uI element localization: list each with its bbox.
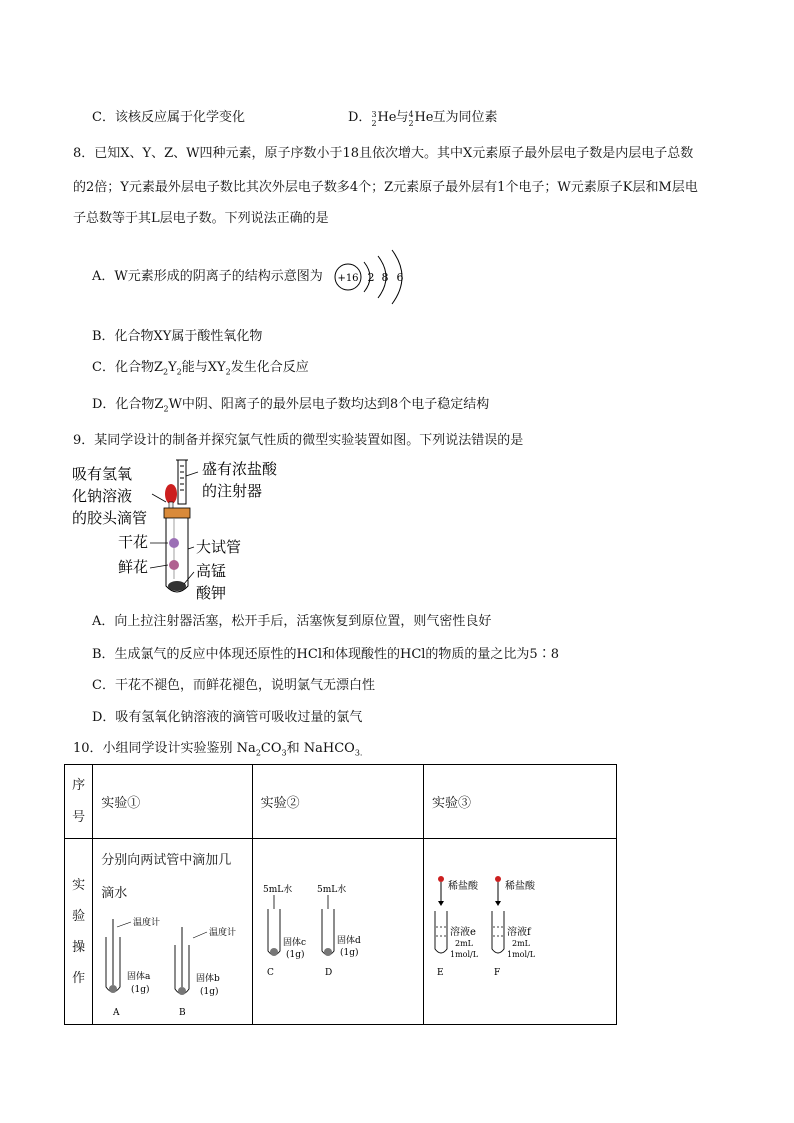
dropper-label-3: 的胶头滴管 <box>72 509 148 527</box>
nucleus-charge: +16 <box>337 273 359 284</box>
header-seq: 序 号 <box>65 765 93 839</box>
solid-b-mass: (1g) <box>200 987 219 997</box>
fresh-flower <box>169 560 179 570</box>
exp1-text-2: 滴水 <box>101 886 128 901</box>
solid-b <box>178 987 186 995</box>
solid-d <box>324 948 332 956</box>
sol-e-conc: 1mol/L <box>450 950 479 959</box>
q10-table <box>64 764 617 1025</box>
tag-b: B <box>179 1008 186 1018</box>
water-label-d: 5mL水 <box>316 885 346 895</box>
solid-a-mass: (1g) <box>131 985 150 995</box>
shell-count-2: 8 <box>381 271 389 284</box>
acid-label-e: 稀盐酸 <box>448 881 478 892</box>
tag-a: A <box>113 1008 120 1018</box>
solid-b-label: 固体b <box>196 974 220 984</box>
solid-d-label: 固体d <box>336 936 361 946</box>
thermo-label-a: 温度计 <box>133 918 161 928</box>
q9-option-a: A．向上拉注射器活塞，松开手后，活塞恢复到原位置，则气密性良好 <box>92 614 492 629</box>
shell-count-1: 2 <box>367 271 375 284</box>
shell-count-3: 6 <box>396 271 404 284</box>
q9-option-c: C．干花不褪色，而鲜花褪色，说明氯气无漂白性 <box>92 678 375 693</box>
sol-f-volume: 2mL <box>512 939 530 948</box>
syringe-label-2: 的注射器 <box>202 482 263 500</box>
q7-isotope-1: 3 2 He <box>371 109 397 128</box>
thermo-label-b: 温度计 <box>209 928 237 938</box>
exp1-text-1: 分别向两试管中滴加几 <box>101 853 232 868</box>
tag-e: E <box>437 968 444 978</box>
header-exp2: 实验② <box>252 765 423 839</box>
tag-f: F <box>494 968 501 978</box>
exp2-cell <box>252 839 423 1025</box>
kmno4-label-1: 高锰 <box>196 562 227 580</box>
q8-option-b: B．化合物XY属于酸性氧化物 <box>92 329 263 344</box>
q9-option-b: B．生成氯气的反应中体现还原性的HCl和体现酸性的HCl的物质的量之比为5∶8 <box>92 647 559 662</box>
q7-option-c: C．该核反应属于化学变化 <box>92 110 245 125</box>
dropper-label-1: 吸有氢氧 <box>72 465 133 483</box>
acid-label-f: 稀盐酸 <box>505 881 535 892</box>
solid-d-mass: (1g) <box>339 948 359 958</box>
dropper-label-2: 化钠溶液 <box>72 487 133 505</box>
exp3-cell <box>424 839 617 1025</box>
sol-f-label: 溶液f <box>507 927 531 938</box>
kmno4-solid <box>168 581 186 591</box>
header-exp1: 实验① <box>93 765 252 839</box>
syringe-label-1: 盛有浓盐酸 <box>202 460 278 478</box>
solid-c-label: 固体c <box>282 938 306 948</box>
exp2-figure <box>253 839 419 1020</box>
exp1-cell <box>93 839 252 1025</box>
tube-f <box>492 911 504 953</box>
tube-label: 大试管 <box>196 538 242 556</box>
q9-stem: 9．某同学设计的制备并探究氯气性质的微型实验装置如图。下列说法错误的是 <box>73 433 524 448</box>
tube-e <box>435 911 447 953</box>
q8-stem-line1: 8．已知X、Y、Z、W四种元素，原子序数小于18且依次增大。其中X元素原子最外层电子数是内层电子总数 <box>73 146 694 161</box>
kmno4-label-2: 酸钾 <box>196 584 227 602</box>
sol-e-volume: 2mL <box>455 939 473 948</box>
stopper <box>164 508 190 518</box>
tag-c: C <box>266 968 274 978</box>
q7-option-d: D． 3 2 He 与 4 2 He 互为同位素 <box>348 109 498 128</box>
dry-flower-label: 干花 <box>118 533 149 551</box>
solid-a <box>109 985 117 993</box>
water-label-c: 5mL水 <box>262 885 292 895</box>
q8-stem-line3: 子总数等于其L层电子数。下列说法正确的是 <box>73 211 329 226</box>
exp1-figure <box>93 905 247 1019</box>
q8-option-a: A．W元素形成的阴离子的结构示意图为 <box>92 269 323 284</box>
ion-structure-diagram <box>328 248 418 308</box>
q7-isotope-2: 4 2 He <box>408 109 434 128</box>
table-operation-row <box>65 839 617 1025</box>
tag-d: D <box>324 968 332 978</box>
dry-flower <box>169 538 179 548</box>
header-exp3: 实验③ <box>424 765 617 839</box>
fresh-flower-label: 鲜花 <box>118 558 149 576</box>
row-label-operation: 实 验 操 作 <box>65 839 93 1025</box>
exp3-figure <box>424 839 616 1020</box>
q9-option-d: D．吸有氢氧化钠溶液的滴管可吸收过量的氯气 <box>92 710 363 725</box>
q10-stem: 10．小组同学设计实验鉴别 $Na_2CO_3$和 NaHCO$_{3.}$ <box>73 741 363 758</box>
dropper-e-bulb <box>438 876 444 882</box>
q8-stem-line2: 的2倍；Y元素最外层电子数比其次外层电子数多4个；Z元素原子最外层有1个电子；W元素原子K层和M层电 <box>73 180 698 195</box>
dropper-f-bulb <box>495 876 501 882</box>
chlorine-apparatus-figure <box>70 454 290 604</box>
q8-option-c: C．化合物$Z_2Y_2$能与$XY_2$发生化合反应 <box>92 360 309 377</box>
table-header-row <box>65 765 617 839</box>
sol-f-conc: 1mol/L <box>507 950 536 959</box>
dropper-bulb <box>165 484 177 504</box>
q7-option-d-prefix: D． <box>348 110 372 125</box>
syringe-body <box>178 460 186 504</box>
sol-e-label: 溶液e <box>450 927 476 938</box>
solid-a-label: 固体a <box>127 972 151 982</box>
solid-c-mass: (1g) <box>285 950 305 960</box>
q8-option-d: D．化合物$Z_2W$中阴、阳离子的最外层电子数均达到8个电子稳定结构 <box>92 397 490 414</box>
solid-c <box>270 948 278 956</box>
big-test-tube <box>166 518 188 592</box>
